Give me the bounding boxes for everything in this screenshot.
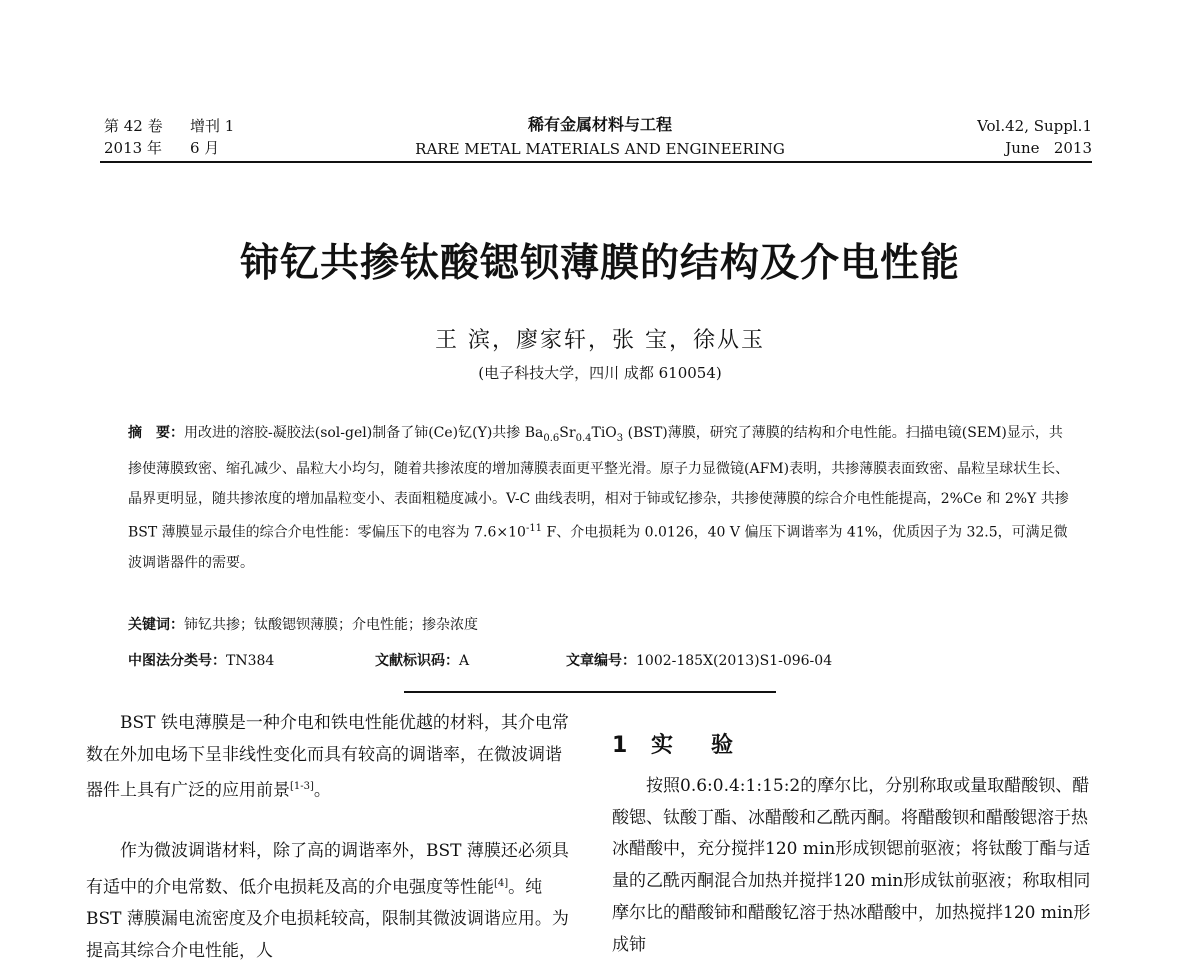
date-en: June 2013 [1005,139,1092,157]
abstract-sub-sr: 0.4 [575,432,592,444]
header-rule [100,161,1092,163]
paper-title: 铈钇共掺钛酸锶钡薄膜的结构及介电性能 [239,241,960,286]
intro-p2-end: 。纯 BST 薄膜漏电流密度及介电损耗较高，限制其微波调谐应用。为提高其综合介电性能，人 [86,877,569,961]
journal-title-en: RARE METAL MATERIALS AND ENGINEERING [415,140,785,158]
affiliation: (电子科技大学，四川 成都 610054) [478,364,722,382]
intro-paragraph-1 [86,708,572,808]
year: 2013 年 [104,139,162,157]
doc-code-label: 文献标识码： [375,653,459,669]
intro-p2-text: 作为微波调谐材料，除了高的调谐率外，BST 薄膜还必须具有适中的介电常数、低介电损耗及高的介电强度等性能 [86,841,569,898]
month: 6 月 [190,139,220,157]
abstract-tio: TiO [591,425,617,441]
abstract-separator [404,691,776,693]
citation-1-3: [1-3] [290,781,314,793]
abstract-sub-ba: 0.6 [543,432,560,444]
issue-number: 增刊 1 [190,117,235,135]
citation-4: [4] [494,877,509,889]
clc-label: 中图法分类号： [128,653,226,669]
authors: 王 滨，廖家轩，张 宝，徐从玉 [435,328,765,353]
abstract-text-2: (BST)薄膜，研究了薄膜的结构和介电性能。扫描电镜(SEM)显示，共掺使薄膜致密、缩孔减少、晶粒大小均匀，随着共掺浓度的增加薄膜表面更平整光滑。原子力显微镜(AFM)表明，共掺薄膜表面致密、晶粒呈球状生长、晶界更明显，随共掺浓度的增加晶粒变小、表面粗糙度减小。V-C 曲线表明，相对于铈或钇掺杂，共掺使薄膜的综合介电性能提高，2%Ce 和 2%Y 共掺 BST 薄膜显示最佳的综合介电性能：零偏压下的电容为 7.6×10 [128,425,1070,542]
experiment-paragraph: 按照0.6:0.4:1:15:2的摩尔比，分别称取或量取醋酸钡、醋酸锶、钛酸丁酯、冰醋酸和乙酰丙酮。将醋酸钡和醋酸锶溶于热冰醋酸中，充分搅拌120 min形成钡锶前驱液；将钛酸丁酯与适量的乙酰丙酮混合加热并搅拌120 min形成钛前驱液；称取相同摩尔比的醋酸铈和醋酸钇溶于热冰醋酸中，加热搅拌120 min形成铈 [612,776,1091,955]
clc-number [128,650,274,670]
volume-number: 第 42 卷 [104,117,163,135]
clc-value: TN384 [226,653,275,669]
abstract-sr: Sr [559,425,576,441]
volume-en: Vol.42, Suppl.1 [977,117,1092,135]
intro-p1-end: 。 [313,781,331,802]
intro-paragraph-2 [86,836,572,967]
section-heading-experiment: 1 实 验 [612,733,741,758]
intro-p1-text: BST 铁电薄膜是一种介电和铁电性能优越的材料，其介电常数在外加电场下呈非线性变化而具有较高的调谐率，在微波调谐器件上具有广泛的应用前景 [86,713,569,802]
abstract-exponent: -11 [525,523,543,535]
article-number-value: 1002-185X(2013)S1-096-04 [636,653,833,669]
journal-title-cn: 稀有金属材料与工程 [527,115,672,134]
abstract-text-1: 用改进的溶胶-凝胶法(sol-gel)制备了铈(Ce)钇(Y)共掺 Ba [184,425,544,441]
article-number-label: 文章编号： [566,653,636,669]
keywords [128,614,478,634]
article-number [566,650,832,670]
abstract-sub-o: 3 [616,432,624,444]
doc-code-value: A [459,653,470,669]
doc-code [375,650,469,670]
keywords-label: 关键词： [128,617,184,633]
abstract-text-3: F、介电损耗为 0.0126，40 V 偏压下调谐率为 41%，优质因子为 32.5，可满足微波调谐器件的需要。 [128,525,1068,572]
keywords-text: 铈钇共掺；钛酸锶钡薄膜；介电性能；掺杂浓度 [184,617,478,633]
abstract-label: 摘 要： [128,425,184,441]
abstract [128,418,1074,578]
